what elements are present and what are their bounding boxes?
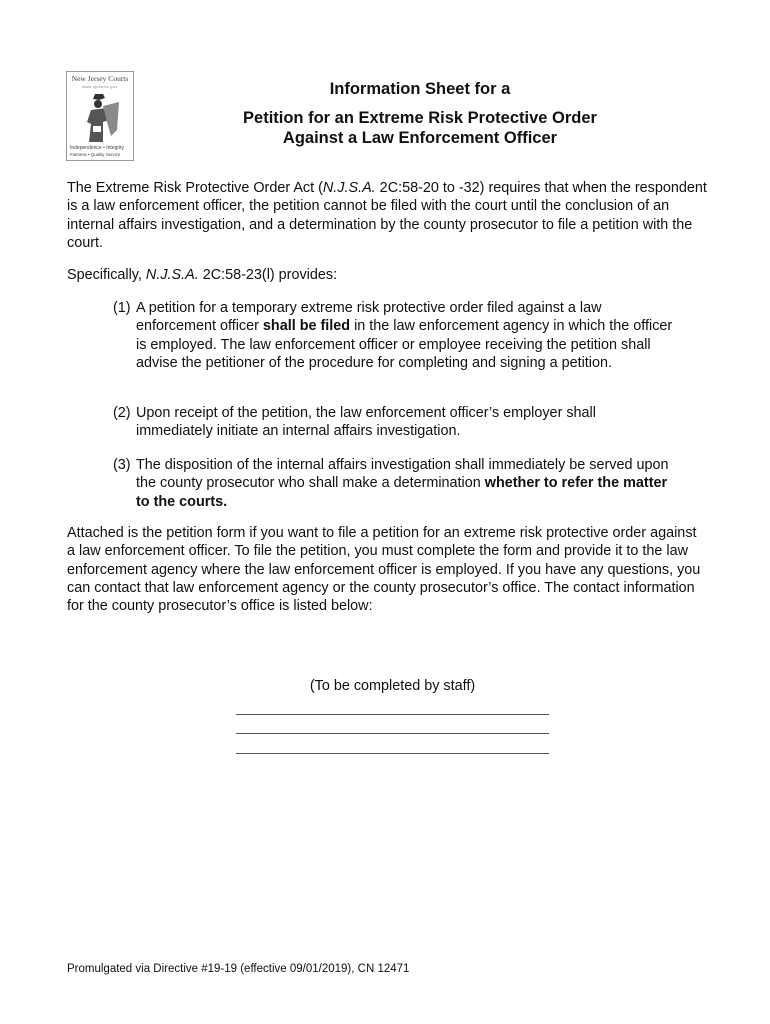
staff-line-3 — [236, 753, 549, 754]
staff-line-2 — [236, 733, 549, 734]
logo-name: New Jersey Courts — [71, 74, 129, 83]
provision-item-3: (3) The disposition of the internal affairs investigation shall immediately be served upon the county prosecutor who shall make a determination whether to refer the matter to the courts. — [113, 457, 669, 510]
attached-paragraph: Attached is the petition form if you want to file a petition for an extreme risk protective order against a law enforcement officer. To file the petition, you must complete the form and provide it to the law enforcement agency where the law enforcement officer is employed. If you have any questions, you can contact that law enforcement agency or the county prosecutor’s office. The contact information for the county prosecutor’s office is listed below: — [67, 525, 701, 615]
logo-motto-2: Fairness • Quality Service — [70, 152, 121, 157]
staff-line-1 — [236, 714, 549, 715]
title-line-3: Against a Law Enforcement Officer — [282, 129, 558, 147]
logo-motto-1: Independence • Integrity — [70, 145, 125, 151]
intro-paragraph: The Extreme Risk Protective Order Act (N.J.S.A. 2C:58-20 to -32) requires that when the respondent is a law enforcement officer, the petition cannot be filed with the court until the conclusion of an internal affairs investigation, and a determination by the county prosecutor to file a petition with the court. — [67, 180, 707, 251]
footer-text: Promulgated via Directive #19-19 (effective 09/01/2019), CN 12471 — [67, 963, 410, 975]
nj-courts-logo — [66, 71, 134, 161]
title-line-2: Petition for an Extreme Risk Protective Order — [243, 109, 597, 127]
lady-justice-icon — [81, 92, 121, 144]
title-line-1: Information Sheet for a — [329, 80, 511, 98]
logo-url: www.njcourts.gov — [82, 85, 118, 89]
provision-item-1: (1) A petition for a temporary extreme risk protective order filed against a law enforcement officer shall be filed in the law enforcement agency in which the officer is employed. The law enforcement officer or employee receiving the petition shall advise the petitioner of the procedure for completing and signing a petition. — [113, 300, 673, 371]
provision-item-2: (2) Upon receipt of the petition, the law enforcement officer’s employer shall immediately initiate an internal affairs investigation. — [113, 405, 596, 440]
staff-note: (To be completed by staff) — [309, 678, 476, 694]
specifically-line: Specifically, N.J.S.A. 2C:58-23(l) provides: — [67, 267, 338, 283]
